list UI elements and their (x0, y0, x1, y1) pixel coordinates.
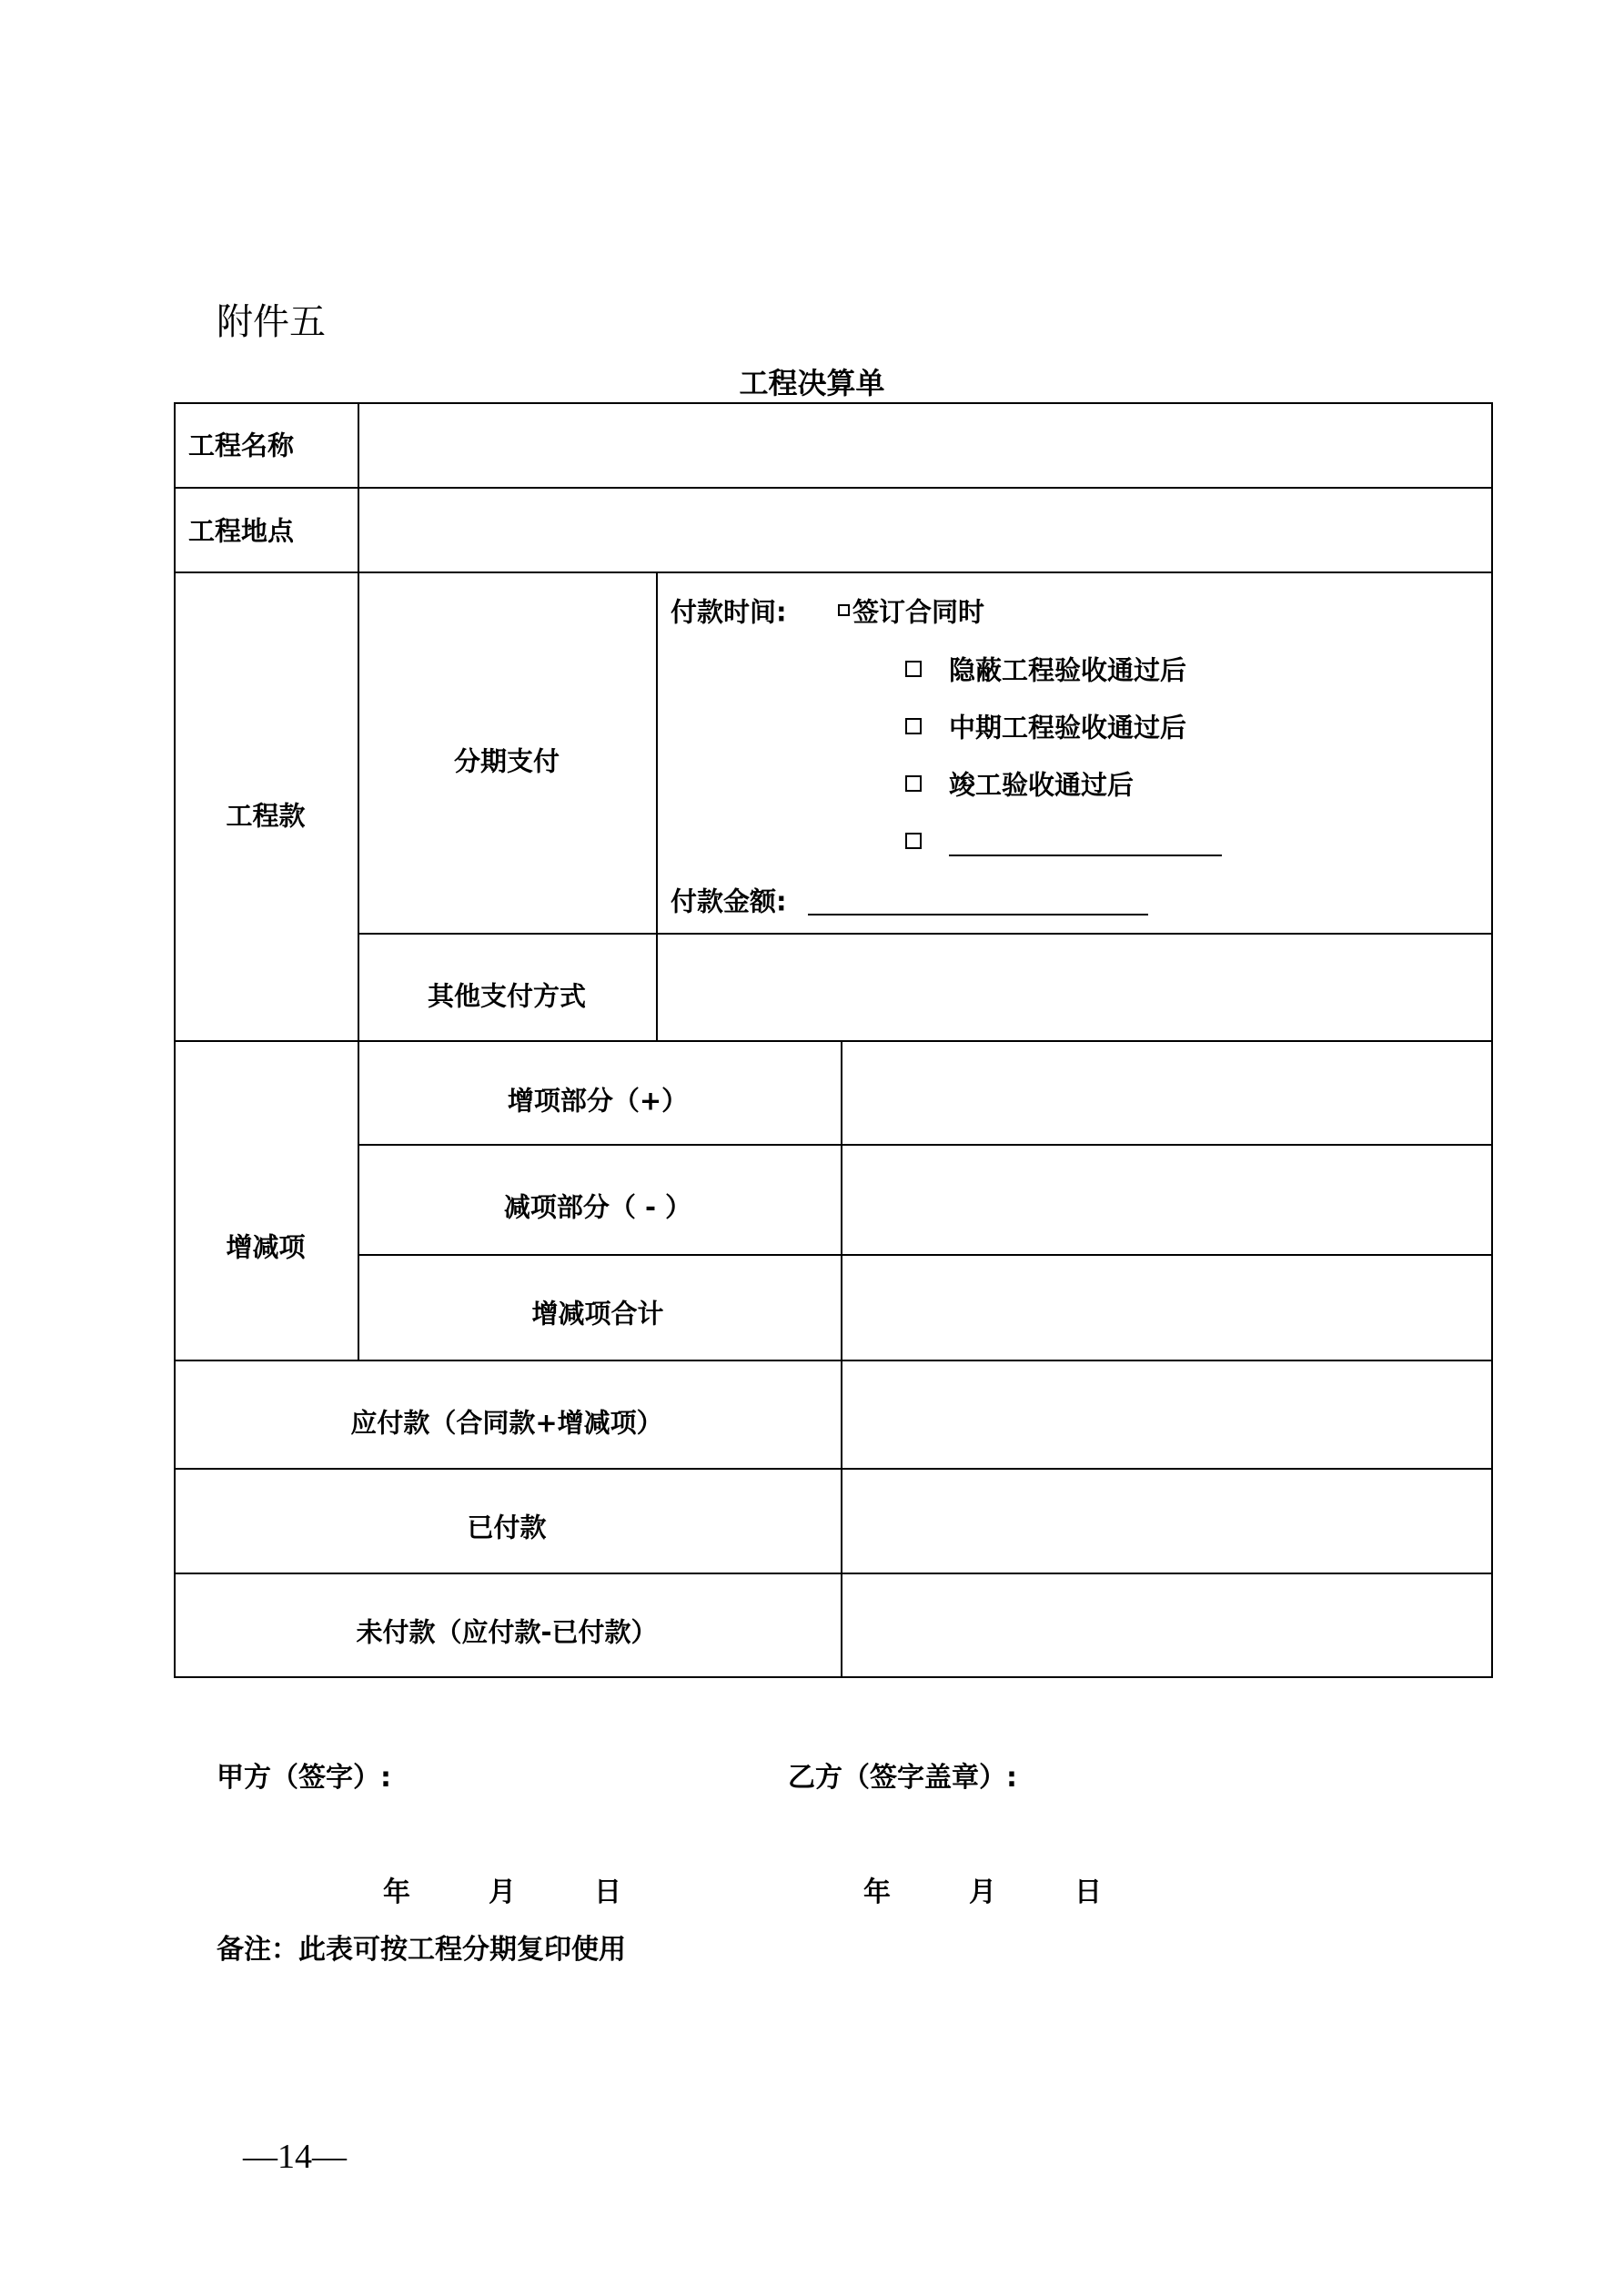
remark-note: 备注：此表可按工程分期复印使用 (217, 1934, 626, 1966)
party-a-signature-label: 甲方（签字）: (217, 1762, 391, 1794)
project-name-label: 工程名称 (188, 430, 295, 461)
other-time-blank-line[interactable] (949, 855, 1222, 856)
checkbox-other-time[interactable] (905, 833, 922, 849)
checkbox-contract-signing[interactable] (838, 604, 850, 616)
checkbox-concealed-work[interactable] (905, 661, 922, 677)
payable-label: 应付款（合同款+增减项） (350, 1407, 663, 1439)
checkbox-completion[interactable] (905, 775, 922, 792)
document-title: 工程决算单 (739, 366, 885, 400)
unpaid-label: 未付款（应付款-已付款） (356, 1616, 658, 1648)
project-location-label: 工程地点 (188, 515, 295, 547)
party-a-year: 年 (383, 1876, 410, 1908)
adjustment-total-label: 增减项合计 (531, 1298, 664, 1330)
party-b-day: 日 (1074, 1876, 1102, 1908)
party-b-month: 月 (969, 1876, 996, 1908)
option-midterm-work: 中期工程验收通过后 (949, 712, 1187, 743)
page-number: —14— (243, 2138, 347, 2176)
party-a-month: 月 (489, 1876, 516, 1908)
other-payment-label: 其他支付方式 (427, 980, 587, 1012)
option-completion: 竣工验收通过后 (949, 769, 1135, 801)
decrease-label: 减项部分（ - ） (503, 1191, 692, 1223)
option-concealed-work: 隐蔽工程验收通过后 (949, 654, 1187, 686)
payment-section-label: 工程款 (226, 800, 306, 832)
settlement-table (174, 402, 1493, 1676)
option-contract-signing: 签订合同时 (852, 596, 985, 628)
payment-amount-blank-line[interactable] (808, 914, 1148, 915)
checkbox-midterm-work[interactable] (905, 718, 922, 734)
paid-label: 已付款 (467, 1512, 547, 1543)
attachment-label: 附件五 (217, 301, 326, 343)
adjustment-section-label: 增减项 (226, 1231, 306, 1263)
payment-amount-label: 付款金额: (671, 885, 787, 917)
party-b-signature-label: 乙方（签字盖章）: (788, 1762, 1017, 1794)
party-b-year: 年 (863, 1876, 891, 1908)
party-a-day: 日 (594, 1876, 621, 1908)
increase-label: 增项部分（+） (507, 1085, 689, 1117)
payment-time-label: 付款时间: (671, 596, 787, 628)
installment-label: 分期支付 (453, 745, 560, 777)
